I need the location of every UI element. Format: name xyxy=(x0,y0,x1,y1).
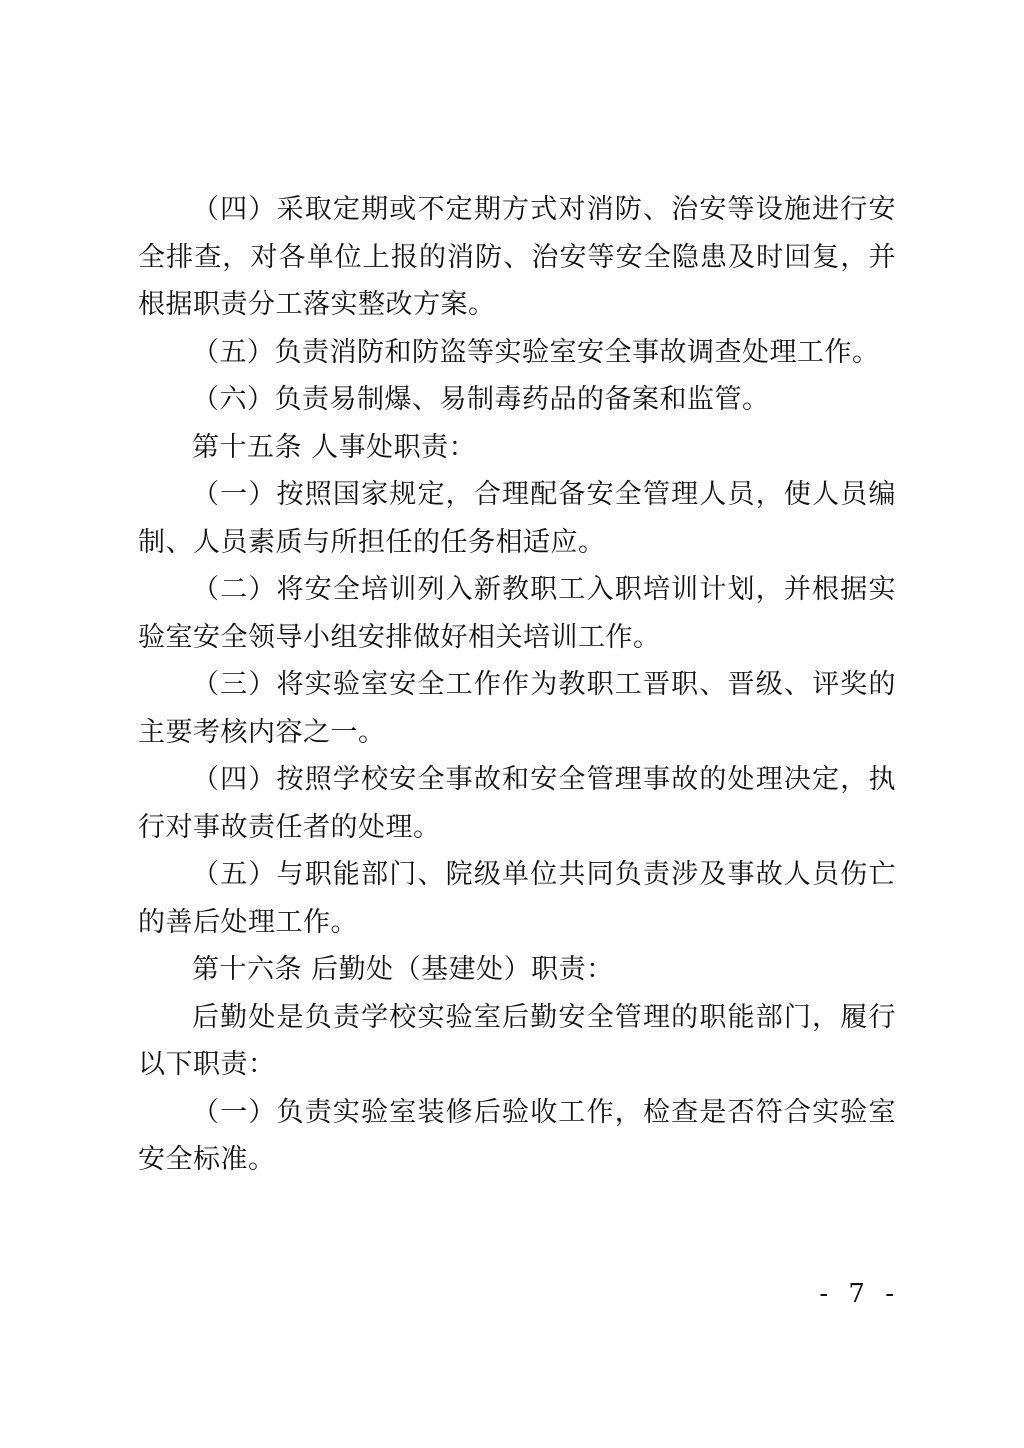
paragraph-item-5-investigation: （五）负责消防和防盗等实验室安全事故调查处理工作。 xyxy=(192,336,880,368)
paragraph-hr-item-3: （三）将实验室安全工作作为教职工晋职、晋级、评奖的主要考核内容之一。 xyxy=(138,669,896,748)
article-16-heading: 第十六条 后勤处（基建处）职责： xyxy=(192,954,614,985)
paragraph-hr-item-4: （四）按照学校安全事故和安全管理事故的处理决定，执行对事故责任者的处理。 xyxy=(138,764,896,843)
paragraph-hr-item-5: （五）与职能部门、院级单位共同负责涉及事故人员伤亡的善后处理工作。 xyxy=(138,859,896,938)
paragraph-logistics-intro: 后勤处是负责学校实验室后勤安全管理的职能部门，履行以下职责： xyxy=(138,1001,896,1080)
document-body xyxy=(138,186,896,1184)
paragraph-logistics-item-1: （一）负责实验室装修后验收工作，检查是否符合实验室安全标准。 xyxy=(138,1096,896,1175)
article-15-heading: 第十五条 人事处职责： xyxy=(192,431,477,463)
paragraph-hr-item-1: （一）按照国家规定，合理配备安全管理人员，使人员编制、人员素质与所担任的任务相适应。 xyxy=(138,479,896,558)
page-number: - 7 - xyxy=(819,1279,900,1309)
paragraph-hr-item-2: （二）将安全培训列入新教职工入职培训计划，并根据实验室安全领导小组安排做好相关培训工作。 xyxy=(138,574,896,653)
paragraph-item-6-chemicals: （六）负责易制爆、易制毒药品的备案和监管。 xyxy=(192,384,770,415)
paragraph-item-4-inspection: （四）采取定期或不定期方式对消防、治安等设施进行安全排查，对各单位上报的消防、治安等安全隐患及时回复，并根据职责分工落实整改方案。 xyxy=(138,194,896,320)
